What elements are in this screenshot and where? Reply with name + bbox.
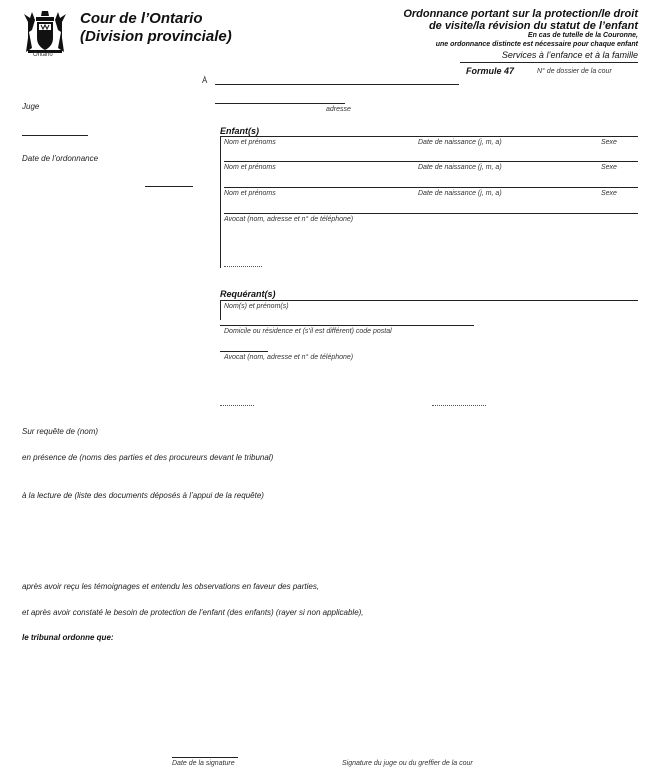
in-presence-of-line: en présence de (noms des parties et des procureurs devant le tribunal) <box>22 453 274 462</box>
need-of-protection-line: et après avoir constaté le besoin de protection de l’enfant (des enfants) (rayer si non applicable), <box>22 608 364 617</box>
service-name: Services à l’enfance et à la famille <box>501 50 638 60</box>
signature-date-label: Date de la signature <box>172 760 235 767</box>
recipient-address-line[interactable] <box>215 103 345 104</box>
children-lawyer-dotted-line[interactable] <box>224 266 262 267</box>
children-left-rule <box>220 136 221 268</box>
children-top-rule <box>220 136 638 137</box>
evidence-heard-line: après avoir reçu les témoignages et entendu les observations en faveur des parties, <box>22 582 320 591</box>
child3-entry-line[interactable] <box>224 213 638 214</box>
signature-date-line[interactable] <box>172 757 238 758</box>
recipient-line[interactable] <box>215 84 459 85</box>
documents-read-line: à la lecture de (liste des documents déposés à l’appui de la requête) <box>22 491 264 500</box>
court-file-number-label: N° de dossier de la cour <box>537 68 612 75</box>
applicant-address-label: Domicile ou résidence et (s’il est différent) code postal <box>224 328 392 335</box>
applicants-left-rule <box>220 300 221 320</box>
child3-sex-label: Sexe <box>601 190 617 197</box>
crown-ward-note-line1: En cas de tutelle de la Couronne, <box>527 32 638 39</box>
applicant-lawyer-label: Avocat (nom, adresse et n° de téléphone) <box>224 354 354 361</box>
judge-label: Juge <box>22 102 40 111</box>
applicant-name-line[interactable] <box>220 325 474 326</box>
child1-entry-line[interactable] <box>224 161 638 162</box>
child2-entry-line[interactable] <box>224 187 638 188</box>
child2-sex-label: Sexe <box>601 164 617 171</box>
form-number: Formule 47 <box>466 66 515 76</box>
applicant-lawyer-dotted-line-right[interactable] <box>432 405 486 406</box>
recipient-a-label: À <box>202 76 208 85</box>
applicant-name-label: Nom(s) et prénom(s) <box>224 303 289 310</box>
children-section-label: Enfant(s) <box>220 126 259 136</box>
child3-dob-label: Date de naissance (j, m, a) <box>418 190 502 197</box>
court-name-line1: Cour de l’Ontario <box>80 10 203 27</box>
child1-dob-label: Date de naissance (j, m, a) <box>418 139 502 146</box>
applicants-section-label: Requérant(s) <box>220 289 276 299</box>
child1-sex-label: Sexe <box>601 139 617 146</box>
child2-name-label: Nom et prénoms <box>224 164 276 171</box>
judge-signature-label: Signature du juge ou du greffier de la cour <box>342 760 473 767</box>
order-date-line[interactable] <box>145 186 193 187</box>
court-orders-line: le tribunal ordonne que: <box>22 633 114 642</box>
ontario-coat-of-arms-logo <box>20 8 70 58</box>
crown-ward-note-line2: une ordonnance distincte est nécessaire pour chaque enfant <box>435 41 638 48</box>
child3-name-label: Nom et prénoms <box>224 190 276 197</box>
on-application-of-line: Sur requête de (nom) <box>22 427 99 436</box>
logo-caption: Ontario <box>33 52 53 58</box>
court-name-line2: (Division provinciale) <box>80 28 232 45</box>
applicants-top-rule <box>220 300 638 301</box>
applicant-lawyer-dotted-line-left[interactable] <box>220 405 254 406</box>
service-underline <box>460 62 638 63</box>
children-lawyer-label: Avocat (nom, adresse et n° de téléphone) <box>224 216 354 223</box>
form-title-line1: Ordonnance portant sur la protection/le droit <box>403 8 638 20</box>
applicant-address-line[interactable] <box>220 351 268 352</box>
child1-name-label: Nom et prénoms <box>224 139 276 146</box>
form-title-line2: de visite/la révision du statut de l’enfant <box>428 20 638 32</box>
child2-dob-label: Date de naissance (j, m, a) <box>418 164 502 171</box>
judge-name-line[interactable] <box>22 135 88 136</box>
order-date-label: Date de l’ordonnance <box>22 154 99 163</box>
address-label: adresse <box>326 106 351 113</box>
